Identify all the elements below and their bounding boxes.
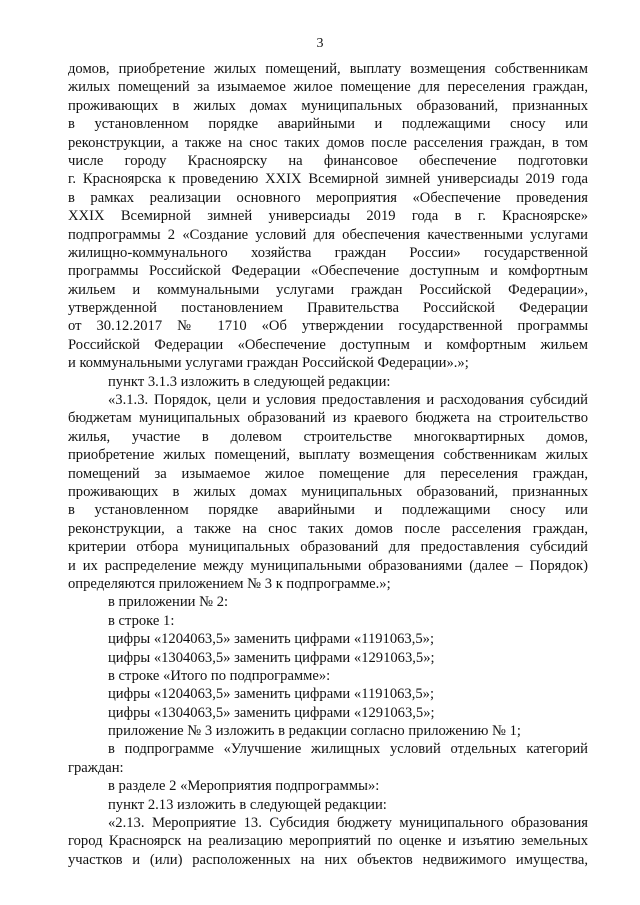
text-line: участков и (или) расположенных на них объектов недвижимого имущества, bbox=[68, 851, 588, 868]
text-line: цифры «1204063,5» заменить цифрами «1191063,5»; bbox=[108, 631, 435, 648]
text-line: и их распределение между муниципальными образованиями (далее – Порядок) bbox=[68, 557, 588, 574]
text-line: определяются приложением № 3 к подпрограмме.»; bbox=[68, 575, 391, 592]
text-line: проживающих в жилых домах муниципальных образований, признанных bbox=[68, 97, 588, 114]
text-line: реконструкции, а также на снос таких домов после расселения граждан, в том bbox=[68, 134, 588, 151]
text-line: граждан: bbox=[68, 759, 124, 776]
text-line: жилищно-коммунального хозяйства граждан России» государственной bbox=[68, 244, 588, 261]
text-line: жилых помещений за изымаемое жилое помещение для переселения граждан, bbox=[68, 79, 588, 96]
text-line: «3.1.3. Порядок, цели и условия предоставления и расходования субсидий bbox=[108, 392, 588, 409]
page-number: 3 bbox=[316, 36, 324, 51]
text-line: от 30.12.2017 № 1710 «Об утверждении государственной программы bbox=[68, 318, 588, 335]
text-line: цифры «1204063,5» заменить цифрами «1191063,5»; bbox=[108, 686, 435, 703]
text-line: утвержденной постановлением Правительства Российской Федерации bbox=[68, 300, 588, 317]
text-line: приложение № 3 изложить в редакции согласно приложению № 1; bbox=[108, 723, 521, 740]
text-line: программы Российской Федерации «Обеспечение доступным и комфортным bbox=[68, 263, 588, 280]
text-line: в приложении № 2: bbox=[108, 594, 229, 611]
text-line: цифры «1304063,5» заменить цифрами «1291063,5»; bbox=[108, 649, 435, 666]
text-line: подпрограммы 2 «Создание условий для обеспечения качественными услугами bbox=[68, 226, 588, 243]
document-body bbox=[68, 60, 588, 869]
text-line: проживающих в жилых домах муниципальных образований, признанных bbox=[68, 483, 588, 500]
text-line: Российской Федерации «Обеспечение доступным и комфортным жильем bbox=[68, 336, 588, 353]
text-line: домов, приобретение жилых помещений, выплату возмещения собственникам bbox=[68, 61, 588, 77]
text-line: реконструкции, а также на снос таких домов после расселения граждан, bbox=[68, 520, 588, 537]
text-line: г. Красноярска к проведению XXIX Всемирной зимней универсиады 2019 года bbox=[68, 171, 588, 188]
text-line: бюджетам муниципальных образований из краевого бюджета на строительство bbox=[68, 410, 588, 427]
text-line: город Красноярск на реализацию мероприятий по оценке и изъятию земельных bbox=[68, 833, 588, 850]
text-line: пункт 3.1.3 изложить в следующей редакции: bbox=[108, 373, 391, 390]
text-line: в подпрограмме «Улучшение жилищных условий отдельных категорий bbox=[108, 741, 588, 758]
text-line: в установленном порядке аварийными и подлежащими сносу или bbox=[68, 502, 588, 519]
text-line: «2.13. Мероприятие 13. Субсидия бюджету муниципального образования bbox=[108, 815, 588, 832]
text-line: в рамках реализации основного мероприятия «Обеспечение проведения bbox=[68, 189, 588, 206]
text-line: в строке «Итого по подпрограмме»: bbox=[108, 667, 331, 684]
text-line: в строке 1: bbox=[108, 612, 175, 629]
text-line: цифры «1304063,5» заменить цифрами «1291063,5»; bbox=[108, 704, 435, 721]
text-line: жилья, участие в долевом строительстве многоквартирных домов, bbox=[68, 428, 588, 445]
text-line: приобретение жилых помещений, выплату возмещения собственникам жилых bbox=[68, 447, 588, 464]
text-line: и коммунальными услугами граждан Российской Федерации».»; bbox=[68, 355, 469, 372]
text-line: в разделе 2 «Мероприятия подпрограммы»: bbox=[108, 778, 380, 795]
text-line: критерии отбора муниципальных образований для предоставления субсидий bbox=[68, 539, 588, 556]
text-line: XXIX Всемирной зимней универсиады 2019 года в г. Красноярске» bbox=[68, 208, 588, 225]
text-line: в установленном порядке аварийными и подлежащими сносу или bbox=[68, 116, 588, 133]
text-line: помещений за изымаемое жилое помещение для переселения граждан, bbox=[68, 465, 588, 482]
text-line: числе городу Красноярску на финансовое обеспечение подготовки bbox=[68, 152, 588, 169]
text-line: пункт 2.13 изложить в следующей редакции: bbox=[108, 796, 387, 813]
text-line: жильем и коммунальными услугами граждан Российской Федерации», bbox=[68, 281, 588, 298]
